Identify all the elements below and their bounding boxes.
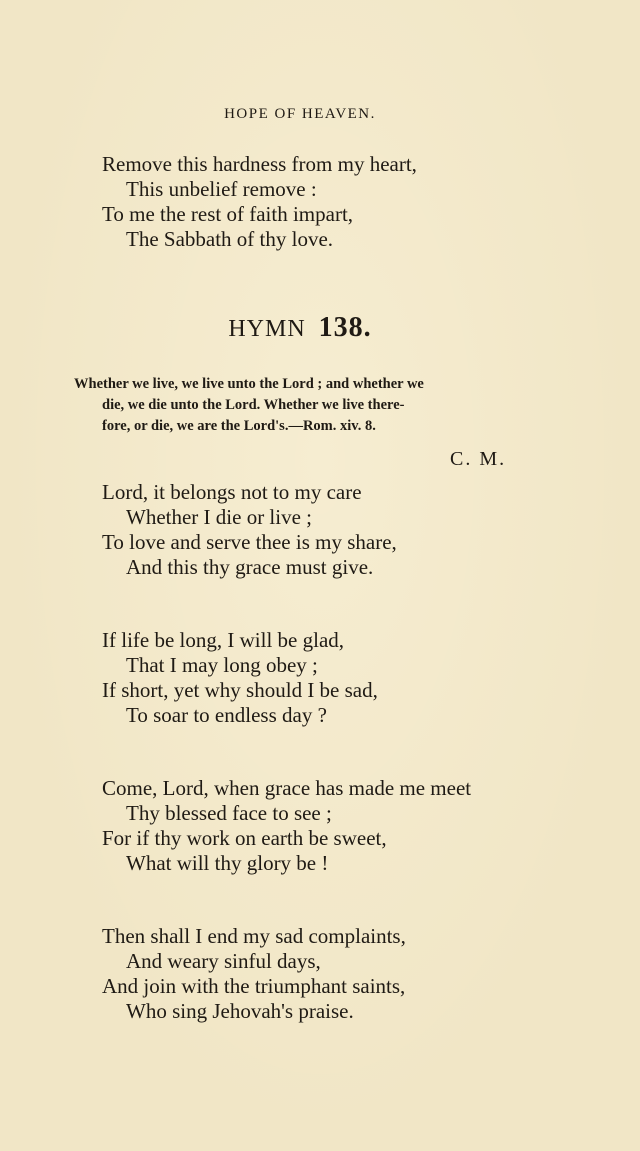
verse-line: If short, yet why should I be sad,: [102, 678, 378, 702]
stanza-continued: [102, 152, 417, 252]
hymn-label: HYMN: [228, 316, 306, 342]
verse-line: Lord, it belongs not to my care: [102, 480, 362, 504]
verse-line: For if thy work on earth be sweet,: [102, 826, 387, 850]
epigraph-line: Whether we live, we live unto the Lord ; and whether we: [74, 376, 424, 392]
verse-line: Come, Lord, when grace has made me meet: [102, 776, 472, 800]
verse-line: Then shall I end my sad complaints,: [102, 924, 406, 948]
verse-line: This unbelief remove :: [126, 177, 317, 201]
hymn-number: 138.: [318, 312, 372, 343]
verse-line: And weary sinful days,: [126, 949, 321, 973]
verse-line: The Sabbath of thy love.: [126, 227, 334, 251]
verse-line: That I may long obey ;: [126, 653, 318, 677]
stanza-4: [102, 924, 406, 1024]
verse-line: Who sing Jehovah's praise.: [126, 999, 354, 1023]
verse-line: Remove this hardness from my heart,: [102, 152, 417, 176]
verse-line: And this thy grace must give.: [126, 555, 374, 579]
epigraph-line: die, we die unto the Lord. Whether we live there-: [102, 397, 405, 413]
verse-line: If life be long, I will be glad,: [102, 628, 345, 652]
verse-line: Whether I die or live ;: [126, 505, 313, 529]
hymn-title: [0, 312, 600, 344]
verse-line: Thy blessed face to see ;: [126, 801, 332, 825]
epigraph: [74, 374, 534, 437]
epigraph-line: fore, or die, we are the Lord's.—Rom. xiv. 8.: [102, 418, 376, 434]
verse-line: To love and serve thee is my share,: [102, 530, 397, 554]
stanza-3: [102, 776, 471, 876]
stanza-2: [102, 628, 378, 728]
stanza-1: [102, 480, 397, 580]
meter-label: C. M.: [450, 448, 507, 470]
running-head: HOPE OF HEAVEN.: [224, 106, 376, 122]
verse-line: What will thy glory be !: [126, 851, 329, 875]
verse-line: To soar to endless day ?: [126, 703, 327, 727]
verse-line: To me the rest of faith impart,: [102, 202, 354, 226]
verse-line: And join with the triumphant saints,: [102, 974, 406, 998]
